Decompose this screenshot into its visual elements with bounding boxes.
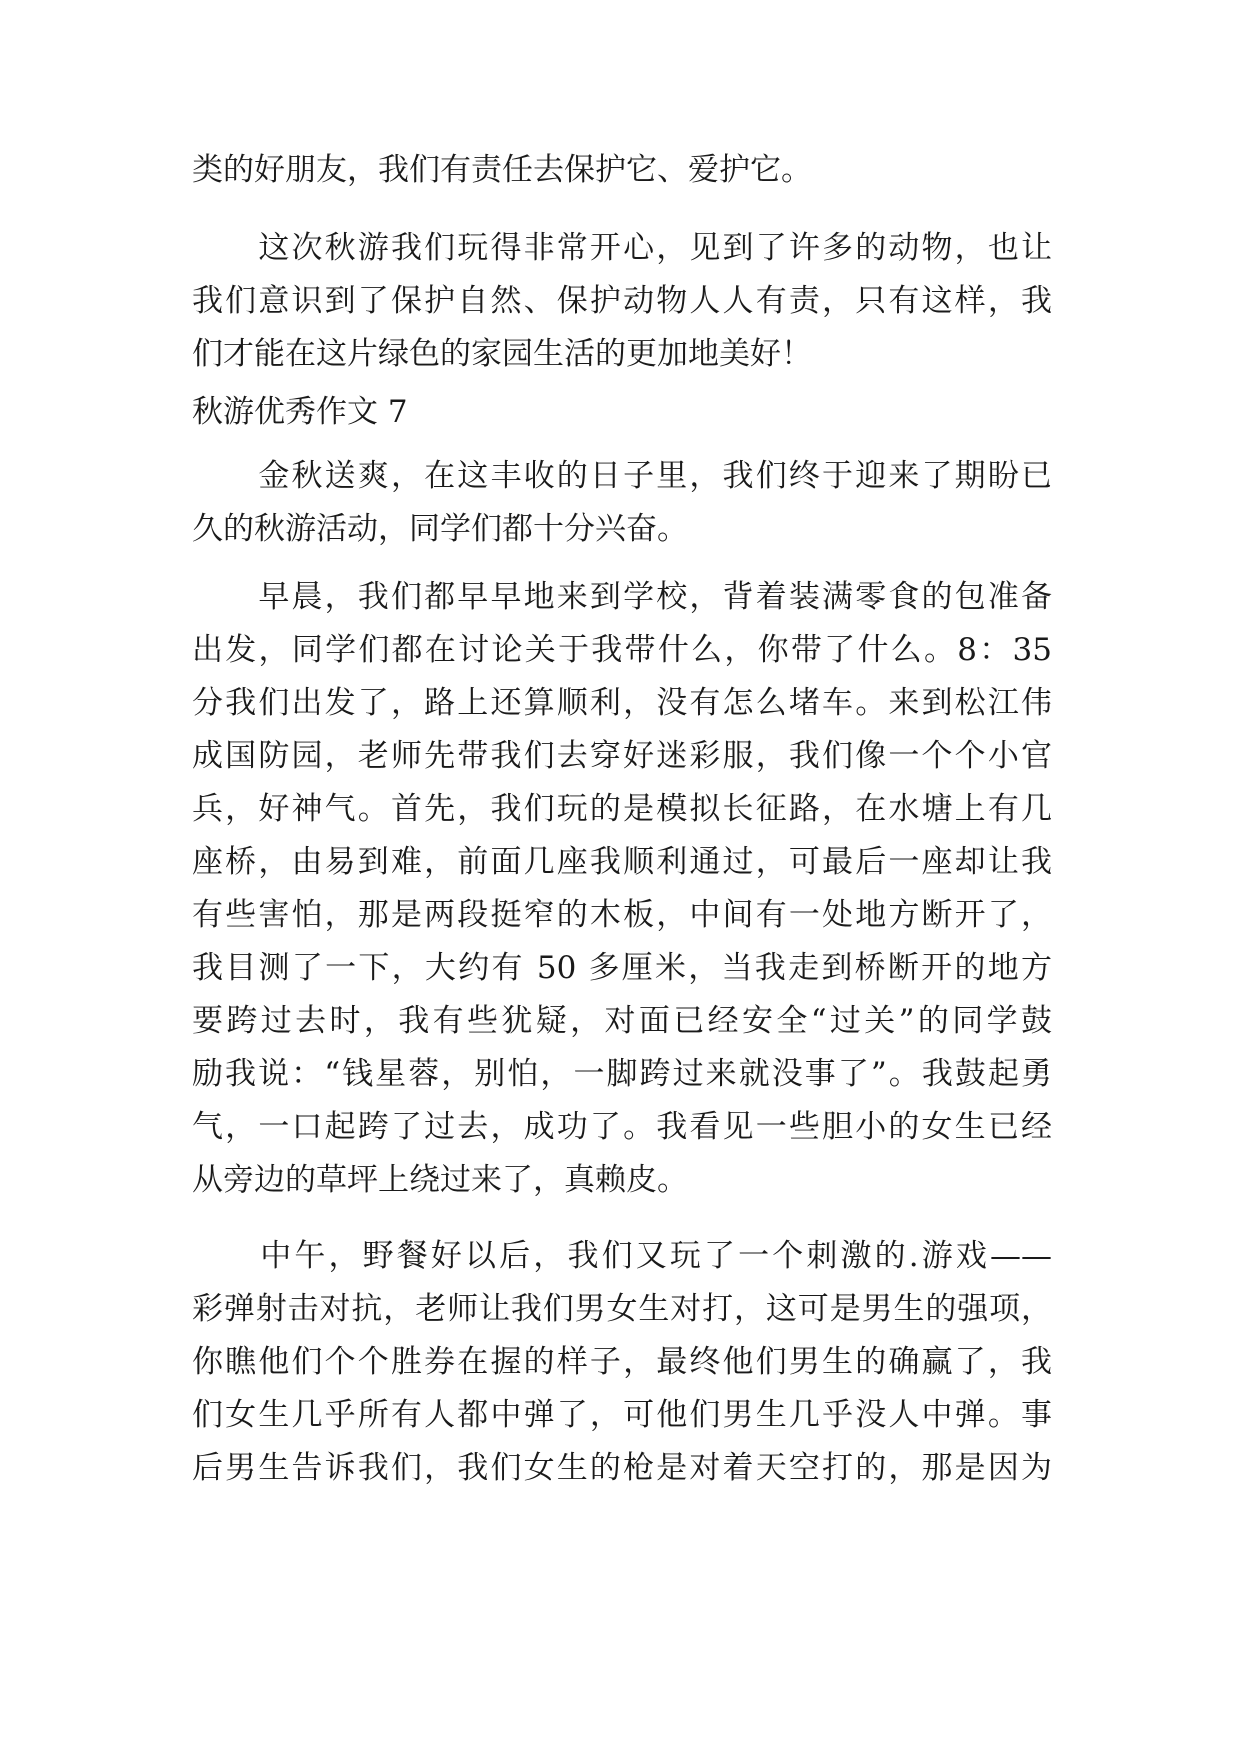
text-line: 中午，野餐好以后，我们又玩了一个刺激的.游戏—— [192,1238,1052,1274]
section-heading: 秋游优秀作文 7 [192,394,408,430]
text-line: 励我说：“钱星蓉，别怕，一脚跨过来就没事了”。我鼓起勇 [192,1056,1052,1092]
text-line: 后男生告诉我们，我们女生的枪是对着天空打的，那是因为 [192,1450,1052,1486]
text-line: 早晨，我们都早早地来到学校，背着装满零食的包准备 [192,579,1052,615]
text-line: 这次秋游我们玩得非常开心，见到了许多的动物，也让 [192,230,1052,266]
text-line: 出发，同学们都在讨论关于我带什么，你带了什么。8：35 [192,632,1052,668]
text-line: 们女生几乎所有人都中弹了，可他们男生几乎没人中弹。事 [192,1397,1052,1433]
text-line: 久的秋游活动，同学们都十分兴奋。 [192,511,688,547]
text-line: 分我们出发了，路上还算顺利，没有怎么堵车。来到松江伟 [192,685,1052,721]
text-line: 兵，好神气。首先，我们玩的是模拟长征路，在水塘上有几 [192,791,1052,827]
text-line: 座桥，由易到难，前面几座我顺利通过，可最后一座却让我 [192,844,1052,880]
text-line: 我们意识到了保护自然、保护动物人人有责，只有这样，我 [192,283,1052,319]
text-line: 你瞧他们个个胜券在握的样子，最终他们男生的确赢了，我 [192,1344,1052,1380]
text-line: 金秋送爽，在这丰收的日子里，我们终于迎来了期盼已 [192,458,1052,494]
text-line: 彩弹射击对抗，老师让我们男女生对打，这可是男生的强项， [192,1291,1052,1327]
text-line: 气，一口起跨了过去，成功了。我看见一些胆小的女生已经 [192,1109,1052,1145]
text-line: 从旁边的草坪上绕过来了，真赖皮。 [192,1162,688,1198]
text-line: 成国防园，老师先带我们去穿好迷彩服，我们像一个个小官 [192,738,1052,774]
text-line: 有些害怕，那是两段挺窄的木板，中间有一处地方断开了， [192,897,1052,933]
text-line: 我目测了一下，大约有 50 多厘米，当我走到桥断开的地方 [192,950,1052,986]
text-line: 们才能在这片绿色的家园生活的更加地美好！ [192,336,812,372]
text-line: 要跨过去时，我有些犹疑，对面已经安全“过关”的同学鼓 [192,1003,1052,1039]
text-line: 类的好朋友，我们有责任去保护它、爱护它。 [192,152,812,188]
